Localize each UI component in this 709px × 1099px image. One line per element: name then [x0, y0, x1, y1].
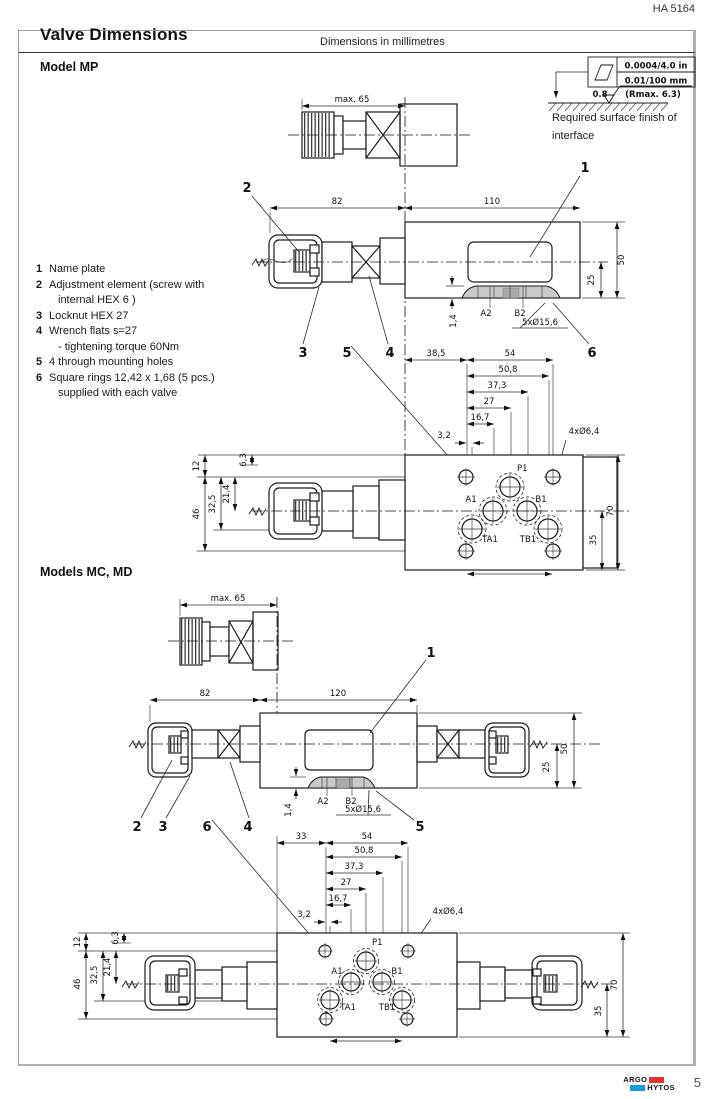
- mp-dim-6-3: 6,3: [239, 453, 249, 467]
- mp-callout-2: 2: [242, 181, 252, 196]
- mcmd-callout-6: 6: [202, 820, 212, 835]
- mcmd-callout-3: 3: [158, 820, 168, 835]
- note-2: 2 Adjustment element (screw with: [36, 278, 205, 291]
- flatness-mm: 0.01/100 mm: [624, 76, 688, 87]
- note-3: 3 Locknut HEX 27: [36, 309, 129, 322]
- mcmd-dim-50-8: 50,8: [354, 846, 374, 856]
- logo-blue-block: [630, 1085, 645, 1091]
- note-4: 4 Wrench flats s=27: [36, 325, 138, 337]
- mcmd-front-view: [129, 646, 600, 949]
- mcmd-dim-33: 33: [295, 832, 307, 842]
- mp-dim-50-8: 50,8: [498, 365, 518, 375]
- mp-dim-16-7: 16,7: [470, 413, 490, 423]
- mcmd-dim-46: 46: [73, 978, 83, 990]
- mcmd-dim-1-4: 1,4: [284, 803, 294, 817]
- mp-port-b2: B2: [514, 309, 526, 319]
- page-footer: [0, 1072, 709, 1098]
- mp-port-a2: A2: [480, 309, 492, 319]
- mp-dim-27: 27: [483, 397, 495, 407]
- mcmd-dim-16-7: 16,7: [328, 894, 348, 904]
- mp-dim-32-5: 32,5: [208, 494, 218, 514]
- mcmd-dim-27: 27: [340, 878, 352, 888]
- mcmd-dim-max65: max. 65: [210, 594, 246, 604]
- mcmd-callout-5: 5: [415, 820, 425, 835]
- mcmd-dim-holes: 4xØ6,4: [432, 907, 464, 917]
- section-heading-models-mc-md: Models MC, MD: [40, 565, 133, 579]
- mcmd-dim-70: 70: [610, 979, 620, 991]
- note-6: 6 Square rings 12,42 x 1,68 (5 pcs.): [36, 371, 215, 384]
- mcmd-dim-35: 35: [594, 1005, 604, 1017]
- roughness-value: 0.8: [592, 90, 608, 100]
- mp-callout-5: 5: [342, 346, 352, 361]
- notes-list: 1 Name plate 2 Adjustment element (screw with internal HEX 6 ) 3 Locknut HEX 27 4 Wrench flats s=27 - tightening torque 60Nm 5 4 through mounting holes 6 Square rings 12,42 x 1,68 (5 pcs.) supplied with each valve: [36, 262, 271, 402]
- mcmd-dim-82: 82: [199, 689, 211, 699]
- mp-callout-3: 3: [298, 346, 308, 361]
- surface-finish-caption: Required surface finish of interface: [552, 112, 677, 142]
- mp-dim-21-4: 21,4: [222, 484, 232, 504]
- mp-label-b1: B1: [535, 495, 547, 505]
- mp-dim-holes: 4xØ6,4: [568, 427, 600, 437]
- surface-hatching: [549, 103, 668, 111]
- mp-dim-12: 12: [192, 460, 202, 472]
- mcmd-top-view: [168, 594, 295, 713]
- mcmd-callout-2: 2: [132, 820, 142, 835]
- mp-callout-1: 1: [580, 161, 590, 176]
- mcmd-dim-120: 120: [329, 689, 347, 699]
- page-subtitle: Dimensions in millimetres: [320, 36, 445, 48]
- mp-dim-70: 70: [606, 505, 616, 517]
- mcmd-dim-37-3: 37,3: [344, 862, 364, 872]
- note-1: 1 Name plate: [36, 263, 106, 275]
- mcmd-port-b2: B2: [345, 797, 357, 807]
- mcmd-label-a1: A1: [331, 967, 343, 977]
- mcmd-label-ta1: TA1: [340, 1003, 356, 1013]
- section-heading-model-mp: Model MP: [40, 60, 99, 74]
- mp-port-view: [192, 349, 630, 574]
- mp-dim-max65: max. 65: [334, 95, 370, 105]
- mp-dim-54: 54: [504, 349, 516, 359]
- mp-dim-37-3: 37,3: [487, 381, 507, 391]
- flatness-in: 0.0004/4.0 in: [624, 61, 688, 72]
- mcmd-dim-50: 50: [560, 743, 570, 755]
- mcmd-dim-25: 25: [542, 761, 552, 773]
- mp-dim-35: 35: [589, 534, 599, 546]
- mp-dim-3-2: 3,2: [437, 431, 451, 441]
- mcmd-dim-3-2: 3,2: [297, 910, 311, 920]
- doc-number: HA 5164: [652, 3, 695, 15]
- roughness-rmax: (Rmax. 6.3): [625, 90, 681, 100]
- mcmd-dim-21-4: 21,4: [103, 957, 113, 977]
- mcmd-dim-32-5: 32,5: [90, 965, 100, 985]
- mcmd-dim-54: 54: [361, 832, 373, 842]
- mp-dim-110: 110: [483, 197, 501, 207]
- argo-hytos-logo: ARGO HYTOS: [623, 1075, 675, 1092]
- mcmd-dim-rings: 5xØ15,6: [344, 805, 382, 815]
- mp-label-tb1: TB1: [519, 535, 537, 545]
- mcmd-dim-6-3: 6,3: [111, 931, 121, 945]
- mcmd-port-view: [73, 832, 630, 1041]
- mp-label-a1: A1: [465, 495, 477, 505]
- mcmd-name-plate: [305, 730, 373, 770]
- mcmd-port-a2: A2: [317, 797, 329, 807]
- note-5: 5 4 through mounting holes: [36, 356, 174, 368]
- mp-label-p1: P1: [517, 464, 528, 474]
- logo-red-block: [649, 1077, 664, 1083]
- mp-dim-rings: 5xØ15,6: [521, 318, 559, 328]
- mp-dim-1-4: 1,4: [449, 314, 459, 328]
- page-title: Valve Dimensions: [40, 25, 188, 44]
- mp-callout-6: 6: [587, 346, 597, 361]
- mp-callout-4: 4: [385, 346, 395, 361]
- mp-label-ta1: TA1: [482, 535, 498, 545]
- mcmd-dim-12: 12: [73, 936, 83, 948]
- mp-dim-25: 25: [587, 274, 597, 286]
- mp-dim-50: 50: [617, 254, 627, 266]
- mp-dim-46: 46: [192, 508, 202, 520]
- mcmd-callout-4: 4: [243, 820, 253, 835]
- mp-dim-82: 82: [331, 197, 343, 207]
- mp-dim-38-5: 38,5: [426, 349, 446, 359]
- mcmd-label-b1: B1: [391, 967, 403, 977]
- surface-finish-symbol: [548, 57, 695, 111]
- mcmd-label-p1: P1: [372, 938, 383, 948]
- mcmd-label-tb1: TB1: [378, 1003, 396, 1013]
- mcmd-callout-1: 1: [426, 646, 436, 661]
- page-number: 5: [693, 1075, 701, 1090]
